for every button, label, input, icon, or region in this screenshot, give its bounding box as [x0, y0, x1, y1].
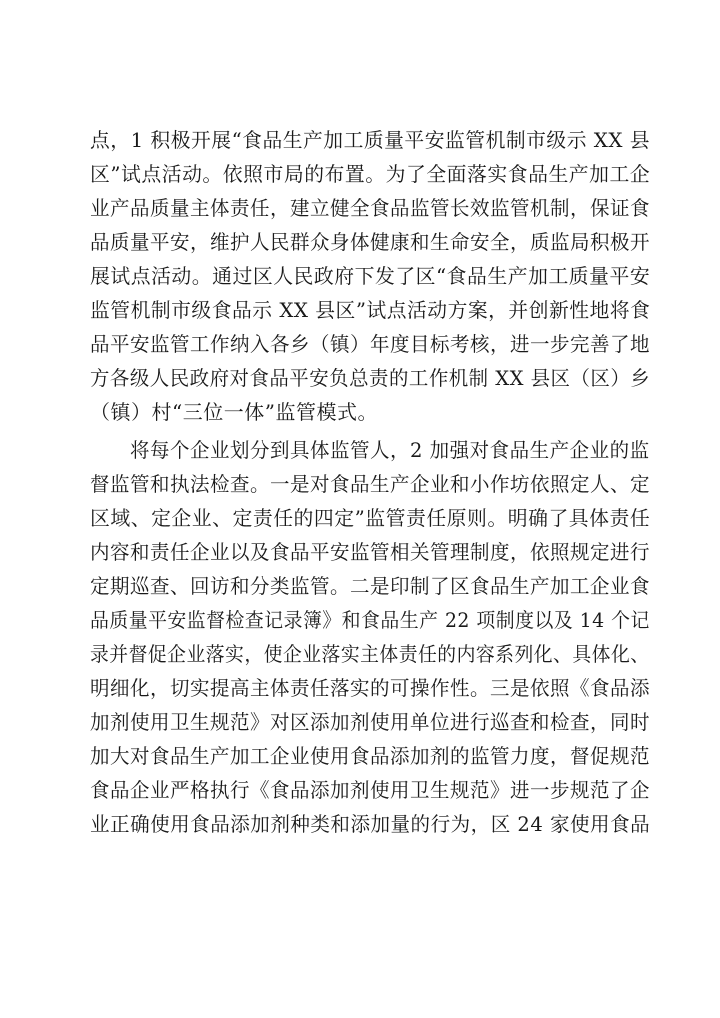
- text-line: 定期巡查、回访和分类监管。二是印制了区食品生产加工企业食: [90, 574, 650, 598]
- text-line: 加剂使用卫生规范》对区添加剂使用单位进行巡查和检查，同时: [90, 710, 650, 734]
- text-line: 方各级人民政府对食品平安负总责的工作机制 XX 县区（区）乡: [90, 366, 651, 390]
- text-line: 加大对食品生产加工企业使用食品添加剂的监管力度，督促规范: [90, 744, 650, 768]
- text-line: 督监管和执法检查。一是对食品生产企业和小作坊依照定人、定: [90, 472, 650, 496]
- text-line: 品质量平安，维护人民群众身体健康和生命安全，质监局积极开: [90, 230, 650, 254]
- text-line: （镇）村“三位一体”监管模式。: [90, 400, 378, 424]
- text-line: 内容和责任企业以及食品平安监管相关管理制度，依照规定进行: [90, 540, 650, 564]
- text-line: 食品企业严格执行《食品添加剂使用卫生规范》进一步规范了企: [90, 778, 650, 802]
- text-line: 录并督促企业落实，使企业落实主体责任的内容系列化、具体化、: [90, 642, 650, 666]
- text-line: 明细化，切实提高主体责任落实的可操作性。三是依照《食品添: [90, 676, 650, 700]
- text-line: 区”试点活动。依照市局的布置。为了全面落实食品生产加工企: [90, 162, 651, 186]
- text-line: 展试点活动。通过区人民政府下发了区“食品生产加工质量平安: [90, 264, 651, 288]
- text-line: 区域、定企业、定责任的四定”监管责任原则。明确了具体责任: [90, 506, 651, 530]
- text-line: 监管机制市级食品示 XX 县区”试点活动方案，并创新性地将食: [90, 298, 651, 322]
- text-line: 业产品质量主体责任，建立健全食品监管长效监管机制，保证食: [90, 196, 650, 220]
- text-line: 业正确使用食品添加剂种类和添加量的行为，区 24 家使用食品: [90, 812, 651, 836]
- text-line: 点，1 积极开展“食品生产加工质量平安监管机制市级示 XX 县: [90, 128, 650, 152]
- text-line: 品平安监管工作纳入各乡（镇）年度目标考核，进一步完善了地: [90, 332, 650, 356]
- text-line: 品质量平安监督检查记录簿》和食品生产 22 项制度以及 14 个记: [90, 608, 650, 632]
- paragraph-first-line: 将每个企业划分到具体监管人，2 加强对食品生产企业的监: [130, 438, 650, 462]
